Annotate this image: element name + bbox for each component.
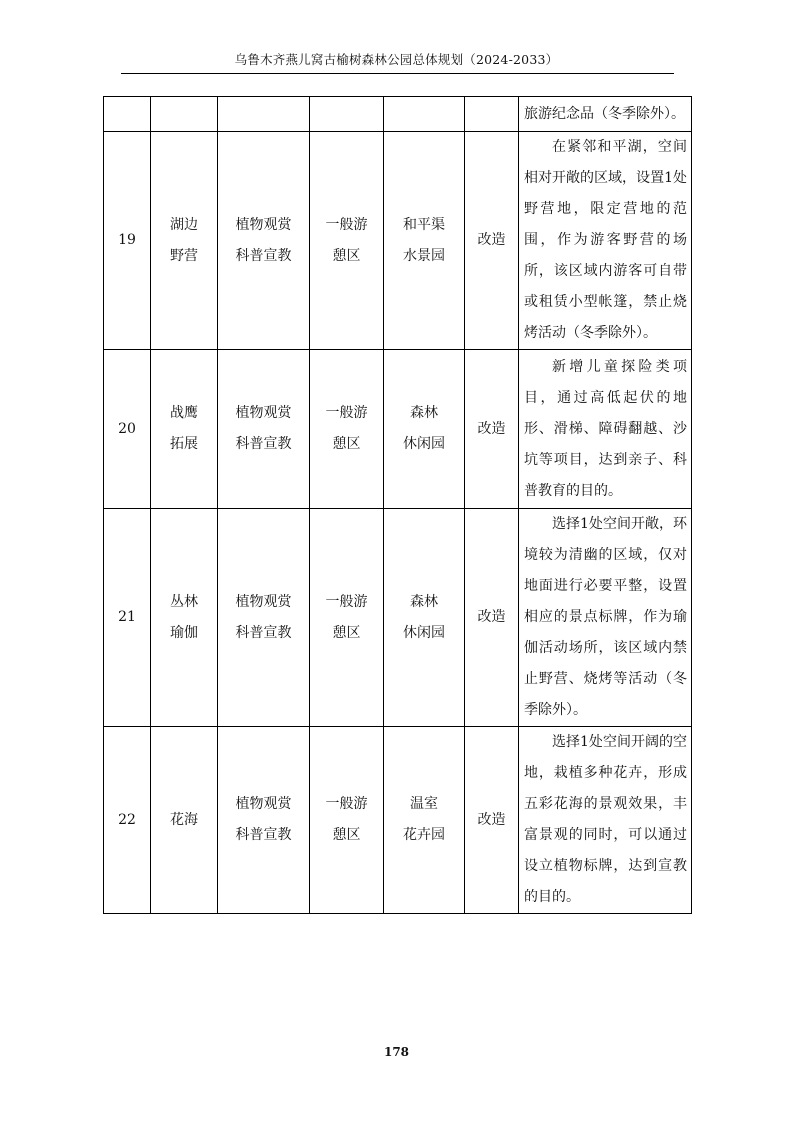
header-rule bbox=[121, 73, 674, 74]
table-row-continuation bbox=[104, 97, 692, 132]
function-line-1: 植物观赏 bbox=[235, 216, 292, 233]
cell-empty bbox=[151, 97, 218, 132]
park-line-1: 温室 bbox=[410, 796, 438, 812]
cell-empty bbox=[218, 97, 310, 132]
zone-line-2: 憩区 bbox=[332, 247, 361, 264]
function-line-1: 植物观赏 bbox=[235, 405, 292, 421]
description-text: 新增儿童探险类项目，通过高低起伏的地形、滑梯、障碍翻越、沙坑等项目，达到亲子、科普教育的目的。 bbox=[524, 358, 687, 499]
cell-zone bbox=[310, 350, 384, 509]
cell-description bbox=[519, 132, 692, 350]
cell-empty bbox=[465, 97, 519, 132]
page-header: 乌鲁木齐燕儿窝古榆树森林公园总体规划（2024-2033） bbox=[234, 52, 559, 67]
park-line-2: 休闲园 bbox=[403, 436, 445, 452]
zone-line-2: 憩区 bbox=[332, 624, 361, 641]
zone-line-2: 憩区 bbox=[332, 827, 361, 843]
park-line-1: 森林 bbox=[410, 593, 438, 610]
zone-line-1: 一般游 bbox=[325, 593, 368, 610]
cell-park bbox=[384, 509, 465, 727]
zone-line-1: 一般游 bbox=[325, 405, 368, 421]
cell-name bbox=[151, 727, 218, 914]
cell-function bbox=[218, 132, 310, 350]
cell-function bbox=[218, 727, 310, 914]
name-line-2: 拓展 bbox=[170, 436, 198, 452]
name-line-1: 湖边 bbox=[170, 216, 198, 233]
cell-type: 改造 bbox=[465, 509, 519, 727]
table-row bbox=[104, 132, 692, 350]
name-line-2: 瑜伽 bbox=[170, 624, 198, 641]
cell-type: 改造 bbox=[465, 132, 519, 350]
zone-line-1: 一般游 bbox=[325, 216, 368, 233]
function-line-2: 科普宣教 bbox=[235, 247, 292, 264]
description-text: 在紧邻和平湖，空间相对开敞的区域，设置1处野营地，限定营地的范围，作为游客野营的场所，该区域内游客可自带或租赁小型帐篷，禁止烧烤活动（冬季除外）。 bbox=[524, 139, 687, 341]
cell-zone bbox=[310, 727, 384, 914]
cell-type: 改造 bbox=[465, 350, 519, 509]
park-line-2: 花卉园 bbox=[403, 827, 445, 843]
description-text: 旅游纪念品（冬季除外）。 bbox=[524, 105, 685, 122]
function-line-1: 植物观赏 bbox=[235, 593, 292, 610]
zone-line-1: 一般游 bbox=[325, 796, 368, 812]
table-row bbox=[104, 727, 692, 914]
cell-park bbox=[384, 727, 465, 914]
cell-function bbox=[218, 350, 310, 509]
cell-name bbox=[151, 509, 218, 727]
cell-description bbox=[519, 509, 692, 727]
description-text: 选择1处空间开敞，环境较为清幽的区域，仅对地面进行必要平整，设置相应的景点标牌，作为瑜伽活动场所，该区域内禁止野营、烧烤等活动（冬季除外）。 bbox=[524, 516, 687, 718]
cell-number: 20 bbox=[104, 350, 151, 509]
cell-function bbox=[218, 509, 310, 727]
function-line-2: 科普宣教 bbox=[235, 827, 292, 843]
name-line-1: 丛林 bbox=[170, 593, 198, 610]
table-row bbox=[104, 350, 692, 509]
cell-park bbox=[384, 350, 465, 509]
cell-number: 21 bbox=[104, 509, 151, 727]
cell-description bbox=[519, 727, 692, 914]
cell-number: 19 bbox=[104, 132, 151, 350]
description-text: 选择1处空间开阔的空地，栽植多种花卉，形成五彩花海的景观效果，丰富景观的同时，可以通过设立植物标牌，达到宣教的目的。 bbox=[524, 734, 687, 905]
park-line-1: 森林 bbox=[410, 405, 438, 421]
cell-empty bbox=[310, 97, 384, 132]
cell-empty bbox=[104, 97, 151, 132]
function-line-2: 科普宣教 bbox=[235, 436, 292, 452]
cell-name bbox=[151, 132, 218, 350]
page-number: 178 bbox=[383, 1045, 410, 1059]
name-line-2: 野营 bbox=[170, 247, 198, 264]
cell-description bbox=[519, 97, 692, 132]
function-line-1: 植物观赏 bbox=[235, 796, 292, 812]
name-line-1: 花海 bbox=[170, 811, 198, 828]
cell-name bbox=[151, 350, 218, 509]
cell-description bbox=[519, 350, 692, 509]
table-row bbox=[104, 509, 692, 727]
cell-number: 22 bbox=[104, 727, 151, 914]
cell-park bbox=[384, 132, 465, 350]
zone-line-2: 憩区 bbox=[332, 436, 361, 452]
park-line-1: 和平渠 bbox=[403, 216, 445, 233]
cell-zone bbox=[310, 132, 384, 350]
cell-empty bbox=[384, 97, 465, 132]
function-line-2: 科普宣教 bbox=[235, 624, 292, 641]
park-line-2: 休闲园 bbox=[403, 624, 445, 641]
cell-zone bbox=[310, 509, 384, 727]
plan-table bbox=[103, 96, 692, 914]
cell-type: 改造 bbox=[465, 727, 519, 914]
name-line-1: 战鹰 bbox=[170, 405, 198, 421]
park-line-2: 水景园 bbox=[403, 247, 445, 264]
